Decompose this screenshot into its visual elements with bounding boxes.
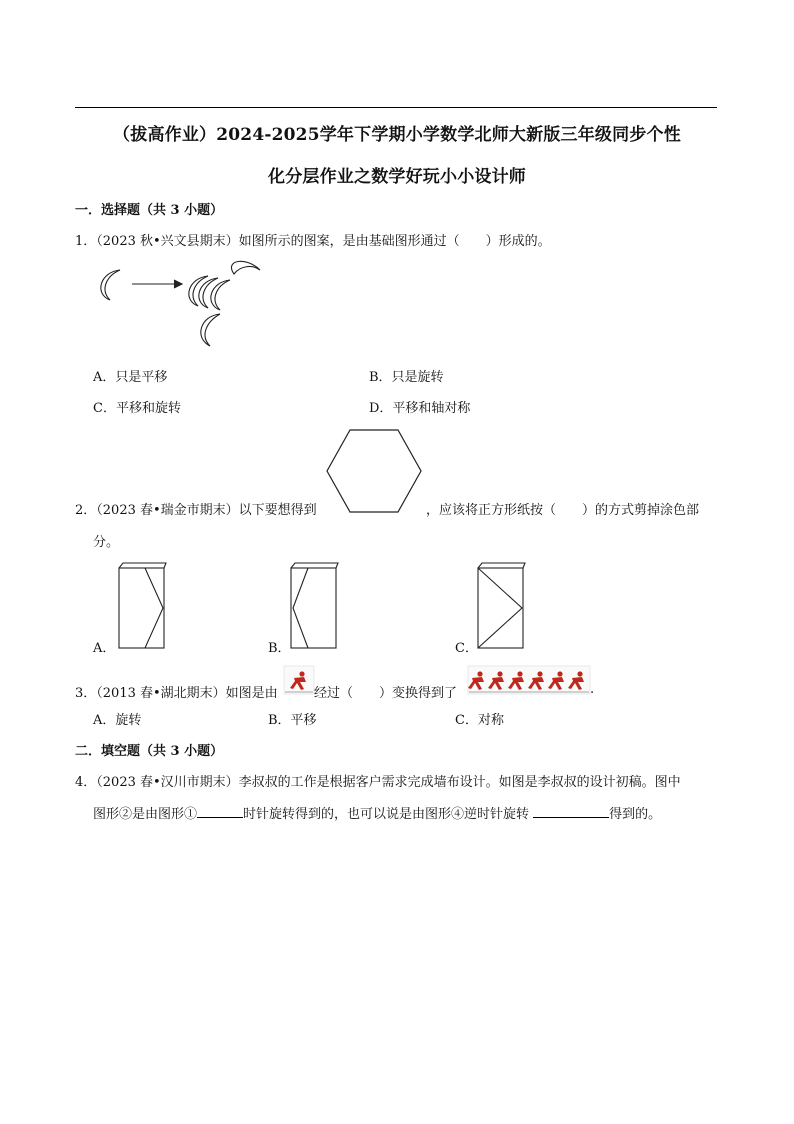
q2-option-a-label[interactable]: A． [93, 641, 116, 656]
question-2-text-before: 2．（2023 春•瑞金市期末）以下要想得到 [75, 503, 317, 518]
q2-option-b-folded-paper[interactable] [290, 562, 340, 650]
question-1-text: 1．（2023 秋•兴文县期末）如图所示的图案，是由基础图形通过（ ）形成的。 [75, 234, 551, 249]
question-3-text-2: 经过（ ）变换得到了 [314, 686, 458, 701]
arrow-head [174, 280, 182, 288]
q4-blank-2[interactable] [533, 805, 609, 818]
q4-text-part-a: 图形②是由图形① [93, 807, 198, 822]
q2-option-b-label[interactable]: B． [268, 641, 291, 656]
q2-option-a-folded-paper[interactable] [118, 562, 168, 650]
question-2-text-line2: 分。 [93, 535, 120, 550]
question-3-text-3: . [590, 682, 595, 697]
section-fill-heading: 二．填空题（共 3 小题） [75, 744, 224, 759]
header-rule [75, 107, 717, 108]
q4-text-part-b: 时针旋转得到的，也可以说是由图形④逆时针旋转 [243, 807, 530, 822]
question-3-text-1: 3．（2013 春•湖北期末）如图是由 [75, 686, 278, 701]
q2-hexagon-figure [326, 428, 422, 514]
q3-runner-row-figure [468, 666, 590, 696]
section-choice-heading: 一．选择题（共 3 小题） [75, 203, 224, 218]
question-2-text-after: ，应该将正方形纸按（ ）的方式剪掉涂色部 [426, 503, 700, 518]
q4-text-part-c: 得到的。 [609, 807, 662, 822]
q2-option-c-label[interactable]: C． [455, 641, 478, 656]
q1-crescent-figure [90, 258, 280, 358]
q3-option-a[interactable]: A．旋转 [93, 713, 142, 728]
q1-option-b[interactable]: B．只是旋转 [369, 370, 444, 385]
question-4-line2 [93, 803, 661, 822]
q1-option-c[interactable]: C．平移和旋转 [93, 401, 181, 416]
doc-title-line1: （拔高作业）2024-2025学年下学期小学数学北师大新版三年级同步个性 [113, 125, 681, 145]
base-crescent [101, 270, 120, 300]
q3-single-runner-figure [284, 666, 314, 696]
q4-blank-1[interactable] [197, 805, 243, 818]
q1-option-d[interactable]: D．平移和轴对称 [369, 401, 471, 416]
question-4-line1: 4．（2023 春•汉川市期末）李叔叔的工作是根据客户需求完成墙布设计。如图是李叔叔的设计初稿。图中 [75, 775, 681, 790]
q3-option-b[interactable]: B．平移 [268, 713, 317, 728]
q1-option-a[interactable]: A．只是平移 [93, 370, 168, 385]
q2-option-c-folded-paper[interactable] [477, 562, 527, 650]
doc-title-line2: 化分层作业之数学好玩小小设计师 [268, 167, 526, 187]
q3-option-c[interactable]: C．对称 [455, 713, 504, 728]
